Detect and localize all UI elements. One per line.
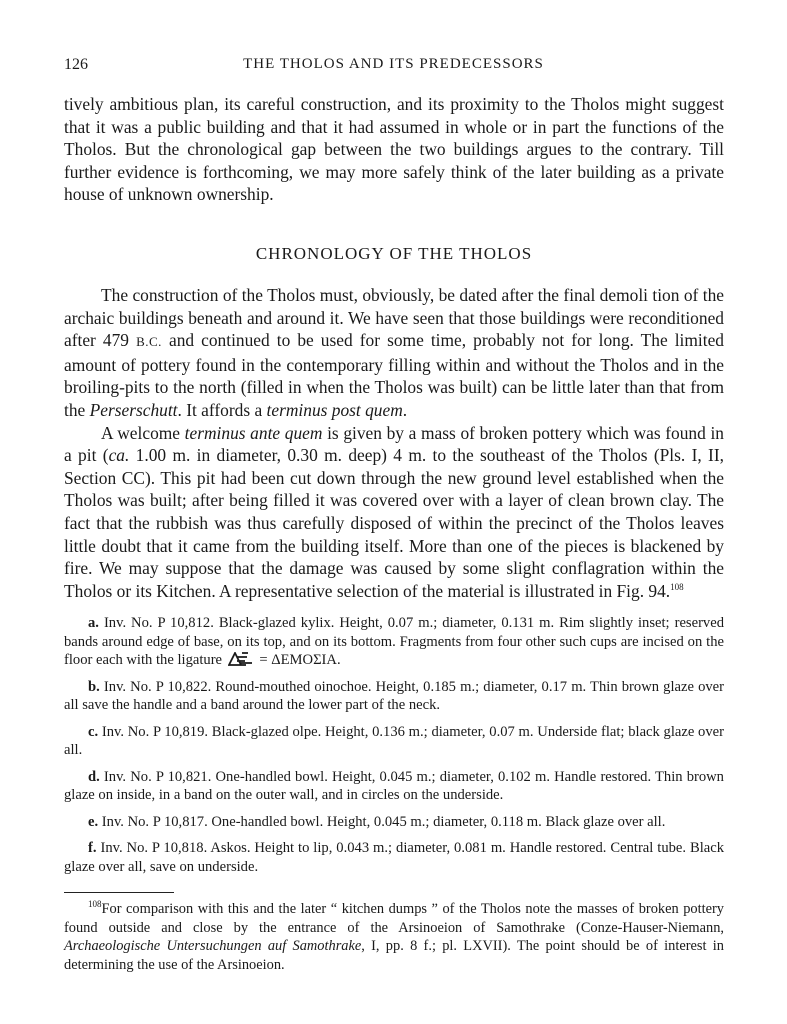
p1-text-b: and continued to be used for some time, probably not for long. The limited amount of pottery found in the contemporary filling within and without the Tholos and in the broiling-pits to the north (filled in when the Tholos was built) can be little later than that from the (64, 330, 724, 420)
p1-text-d: . (402, 399, 408, 420)
catalog-item-e (64, 813, 724, 832)
catalog-item-a (64, 614, 724, 670)
p2-text-a: A welcome (101, 422, 181, 443)
running-title: THE THOLOS AND ITS PREDECESSORS (243, 56, 544, 72)
item-text: Inv. No. P 10,822. Round-mouthed oinochoe. Height, 0.185 m.; diameter, 0.17 m. Thin brown glaze over all save the handle and a band around the lower part of the neck. (64, 678, 724, 714)
era-abbrev: B.C. (136, 334, 162, 350)
greek-inscription: ΔΕΜΟΣΙΑ. (271, 652, 341, 669)
catalog-item-c (64, 723, 724, 760)
section-title: CHRONOLOGY OF THE THOLOS (255, 243, 533, 263)
terminus-post-quem: terminus post quem (266, 399, 403, 420)
p1-text-a: The construction of the Tholos must, obviously, be dated after the final demoli tion of the archaic buildings beneath and around it. We have seen that those buildings were reconditioned after 479 (64, 284, 724, 351)
item-text: Inv. No. P 10,821. One-handled bowl. Height, 0.045 m.; diameter, 0.102 m. Handle restored. Thin brown glaze on inside, in a band on the outer wall, and in circles on the underside. (64, 768, 724, 804)
item-letter: c. (88, 723, 99, 740)
item-letter: b. (88, 678, 100, 695)
chronology-paragraph-1 (64, 284, 724, 422)
terminus-ante-quem: terminus ante quem (184, 422, 323, 443)
catalog-item-f (64, 839, 724, 876)
footnote-rule (64, 892, 174, 893)
catalog-list (64, 614, 724, 876)
chronology-paragraph-2 (64, 422, 724, 603)
ligature-symbol (228, 652, 254, 666)
item-text: Inv. No. P 10,817. One-handled bowl. Height, 0.045 m.; diameter, 0.118 m. Black glaze over all. (101, 813, 666, 830)
page-body (64, 93, 724, 974)
perserschutt-term: Perserschutt (89, 399, 178, 420)
item-letter: f. (88, 840, 97, 857)
footnote-text-b: , I, pp. 8 f.; pl. LXVII). The point should be of interest in determining the use of the Arsinoeion. (64, 938, 724, 973)
p2-text-c: 1.00 m. in diameter, 0.30 m. deep) 4 m. to the southeast of the Tholos (Pls. I, II, Section CC). This pit had been cut down through the new ground level established when the Tholos was built; after being filled it was covered over with a layer of clean brown clay. The fact that the rubbish was thus carefully disposed of within the precinct of the Tholos leaves little doubt that it came from the building itself. More than one of the pieces is blackened by fire. We may suppose that the damage was caused by some slight conflagration within the Tholos or its Kitchen. A representative selection of the material is illustrated in Fig. 94. (64, 445, 724, 601)
catalog-item-b (64, 678, 724, 715)
item-text: Inv. No. P 10,819. Black-glazed olpe. Height, 0.136 m.; diameter, 0.07 m. Underside flat; black glaze over all. (64, 723, 724, 759)
footnote-book-title: Archaeologische Untersuchungen auf Samothrake (64, 938, 362, 955)
footnote-ref: 108 (670, 581, 684, 592)
catalog-item-d (64, 768, 724, 805)
item-letter: e. (88, 813, 99, 830)
footnote-number: 108 (88, 899, 102, 910)
item-letter: d. (88, 768, 100, 785)
intro-paragraph: tively ambitious plan, its careful construction, and its proximity to the Tholos might suggest that it was a public building and that it had assumed in whole or in part the functions of the Tholos. But the chronological gap between the two buildings argues to the contrary. Till further evidence is forthcoming, we may more safely think of the later building as a private house of unknown ownership. (64, 94, 724, 205)
item-text: Inv. No. P 10,818. Askos. Height to lip, 0.043 m.; diameter, 0.081 m. Handle restored. Central tube. Black glaze over all, save on underside. (64, 840, 724, 875)
item-text: Inv. No. P 10,812. Black-glazed kylix. Height, 0.07 m.; diameter, 0.131 m. Rim slightly inset; reserved bands around edge of base, on its top, and on its bottom. Fragments from four other such cups are incised on the floor each with the ligature (64, 615, 725, 669)
p1-text-c: . It affords a (177, 399, 263, 420)
p2-text-b: is given by a mass of broken pottery which was found in a pit ( (64, 422, 724, 466)
circa-abbrev: ca. (108, 445, 130, 466)
running-header (64, 56, 723, 78)
page-number: 126 (64, 56, 88, 73)
footnote (64, 900, 724, 974)
footnote-text-a: For comparison with this and the later “ kitchen dumps ” of the Tholos note the masses of broken pottery found outside and close by the entrance of the Arsinoeion of Samothrake (Conze-Hauser-Niemann, (64, 901, 724, 936)
item-letter: a. (88, 615, 99, 632)
equals-sign: = (259, 652, 268, 669)
